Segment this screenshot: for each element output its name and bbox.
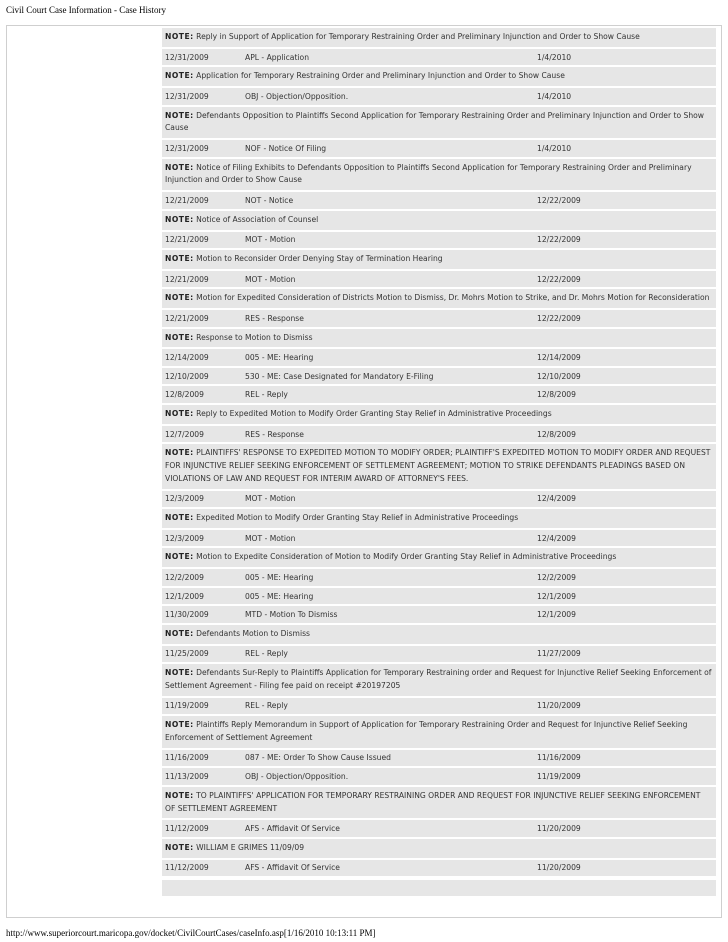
note-cell [162, 664, 716, 696]
table-end-row [162, 880, 716, 896]
entry-date: 12/31/2009 [162, 49, 242, 66]
note-cell [162, 444, 716, 488]
note-label: NOTE: [165, 162, 194, 172]
entry-date: 12/21/2009 [162, 310, 242, 327]
entry-date: 12/2/2009 [162, 569, 242, 586]
note-label: NOTE: [165, 842, 194, 852]
entry-type: MOT - Motion [242, 530, 534, 547]
entry-filed-date: 12/8/2009 [534, 386, 716, 403]
case-history-table-wrapper [162, 26, 716, 896]
note-text: Expedited Motion to Modify Order Granting Stay Relief in Administrative Proceedings [196, 513, 519, 523]
entry-filed-date: 12/22/2009 [534, 310, 716, 327]
note-row [162, 159, 716, 191]
docket-entry-row [162, 530, 716, 547]
docket-entry-row [162, 192, 716, 209]
docket-entry-row [162, 588, 716, 605]
entry-type: MOT - Motion [242, 271, 534, 288]
entry-type: NOF - Notice Of Filing [242, 140, 534, 157]
entry-filed-date: 12/4/2009 [534, 530, 716, 547]
note-cell [162, 839, 716, 858]
entry-filed-date: 12/4/2009 [534, 491, 716, 508]
entry-type: REL - Reply [242, 646, 534, 663]
note-text: Plaintiffs Reply Memorandum in Support of Application for Temporary Restraining Order and Request for Injunctive Relief Seeking Enforcement of Settlement Agreement [165, 720, 688, 742]
entry-type: AFS - Affidavit Of Service [242, 860, 534, 877]
entry-date: 11/12/2009 [162, 860, 242, 877]
entry-type: REL - Reply [242, 386, 534, 403]
note-text: Motion to Reconsider Order Denying Stay of Termination Hearing [196, 254, 443, 264]
entry-date: 12/21/2009 [162, 271, 242, 288]
entry-type: 087 - ME: Order To Show Cause Issued [242, 750, 534, 767]
docket-entry-row [162, 349, 716, 366]
entry-filed-date: 11/20/2009 [534, 860, 716, 877]
note-row [162, 28, 716, 47]
entry-date: 11/25/2009 [162, 646, 242, 663]
note-row [162, 664, 716, 696]
docket-entry-row [162, 698, 716, 715]
note-row [162, 548, 716, 567]
docket-entry-row [162, 386, 716, 403]
note-row [162, 211, 716, 230]
note-label: NOTE: [165, 668, 194, 678]
docket-entry-row [162, 49, 716, 66]
note-label: NOTE: [165, 408, 194, 418]
note-label: NOTE: [165, 214, 194, 224]
entry-type: REL - Reply [242, 698, 534, 715]
entry-date: 12/31/2009 [162, 88, 242, 105]
note-row [162, 289, 716, 308]
docket-entry-row [162, 646, 716, 663]
entry-type: 005 - ME: Hearing [242, 588, 534, 605]
note-label: NOTE: [165, 32, 194, 41]
note-label: NOTE: [165, 71, 194, 81]
page-header-title: Civil Court Case Information - Case History [6, 5, 166, 15]
note-text: PLAINTIFFS' RESPONSE TO EXPEDITED MOTION TO MODIFY ORDER; PLAINTIFF'S EXPEDITED MOTION TO MODIFY ORDER AND REQUEST FOR INJUNCTIVE RELIEF SEEKING ENFORCEMENT OF SETTLEMENT AGREEMENT; MOTION TO STRIKE DEFENDANTS PLEADINGS BASED ON VIOLATIONS OF LAW AND REQUEST FOR INTERIM AWARD OF ATTORNEY'S FEES. [165, 448, 711, 483]
entry-date: 11/16/2009 [162, 750, 242, 767]
entry-date: 11/19/2009 [162, 698, 242, 715]
entry-filed-date: 1/4/2010 [534, 88, 716, 105]
docket-entry-row [162, 271, 716, 288]
note-cell [162, 329, 716, 348]
entry-date: 12/1/2009 [162, 588, 242, 605]
docket-entry-row [162, 820, 716, 837]
entry-type: AFS - Affidavit Of Service [242, 820, 534, 837]
note-row [162, 250, 716, 269]
docket-entry-row [162, 491, 716, 508]
entry-date: 11/12/2009 [162, 820, 242, 837]
note-cell [162, 107, 716, 139]
note-row [162, 787, 716, 819]
note-label: NOTE: [165, 790, 194, 800]
note-cell [162, 548, 716, 567]
entry-date: 12/21/2009 [162, 232, 242, 249]
docket-entry-row [162, 368, 716, 385]
entry-filed-date: 12/1/2009 [534, 588, 716, 605]
docket-entry-row [162, 88, 716, 105]
note-row [162, 716, 716, 748]
entry-type: 005 - ME: Hearing [242, 569, 534, 586]
docket-entry-row [162, 750, 716, 767]
entry-type: 005 - ME: Hearing [242, 349, 534, 366]
entry-date: 12/3/2009 [162, 530, 242, 547]
note-cell [162, 625, 716, 644]
note-text: WILLIAM E GRIMES 11/09/09 [196, 842, 305, 852]
entry-filed-date: 12/2/2009 [534, 569, 716, 586]
entry-filed-date: 12/14/2009 [534, 349, 716, 366]
note-text: Reply in Support of Application for Temporary Restraining Order and Preliminary Injunction and Order to Show Cause [196, 32, 640, 41]
note-row [162, 107, 716, 139]
entry-filed-date: 1/4/2010 [534, 49, 716, 66]
entry-date: 12/14/2009 [162, 349, 242, 366]
note-label: NOTE: [165, 552, 194, 562]
entry-filed-date: 12/22/2009 [534, 271, 716, 288]
note-text: Motion for Expedited Consideration of Districts Motion to Dismiss, Dr. Mohrs Motion to Strike, and Dr. Mohrs Motion for Reconsideration [196, 293, 710, 303]
note-row [162, 839, 716, 858]
entry-date: 11/30/2009 [162, 606, 242, 623]
note-label: NOTE: [165, 628, 194, 638]
note-cell [162, 405, 716, 424]
note-row [162, 625, 716, 644]
entry-date: 11/13/2009 [162, 768, 242, 785]
docket-entry-row [162, 606, 716, 623]
entry-type: RES - Response [242, 310, 534, 327]
note-row [162, 67, 716, 86]
note-text: Defendants Opposition to Plaintiffs Second Application for Temporary Restraining Order and Preliminary Injunction and Order to Show Cause [165, 110, 705, 133]
entry-type: MTD - Motion To Dismiss [242, 606, 534, 623]
entry-date: 12/7/2009 [162, 426, 242, 443]
note-text: Notice of Filing Exhibits to Defendants Opposition to Plaintiffs Second Application for Temporary Restraining Order and Preliminary Injunction and Order to Show Cause [165, 162, 692, 185]
note-label: NOTE: [165, 110, 194, 120]
entry-filed-date: 12/8/2009 [534, 426, 716, 443]
note-text: Application for Temporary Restraining Order and Preliminary Injunction and Order to Show Cause [196, 71, 565, 81]
entry-type: NOT - Notice [242, 192, 534, 209]
note-label: NOTE: [165, 448, 194, 458]
note-text: TO PLAINTIFFS' APPLICATION FOR TEMPORARY RESTRAINING ORDER AND REQUEST FOR INJUNCTIVE RELIEF SEEKING ENFORCEMENT OF SETTLEMENT AGREEMENT [165, 790, 701, 813]
note-row [162, 444, 716, 488]
note-text: Notice of Association of Counsel [196, 214, 319, 224]
entry-type: OBJ - Objection/Opposition. [242, 88, 534, 105]
note-row [162, 509, 716, 528]
note-cell [162, 250, 716, 269]
entry-type: MOT - Motion [242, 232, 534, 249]
entry-date: 12/10/2009 [162, 368, 242, 385]
entry-type: 530 - ME: Case Designated for Mandatory E-Filing [242, 368, 534, 385]
note-cell [162, 211, 716, 230]
docket-entry-row [162, 140, 716, 157]
entry-filed-date: 12/1/2009 [534, 606, 716, 623]
note-text: Defendants Motion to Dismiss [196, 628, 310, 638]
case-history-table [162, 26, 716, 878]
docket-entry-row [162, 860, 716, 877]
entry-filed-date: 11/19/2009 [534, 768, 716, 785]
entry-date: 12/21/2009 [162, 192, 242, 209]
docket-entry-row [162, 768, 716, 785]
entry-filed-date: 12/10/2009 [534, 368, 716, 385]
note-label: NOTE: [165, 254, 194, 264]
note-cell [162, 159, 716, 191]
docket-entry-row [162, 310, 716, 327]
entry-date: 12/3/2009 [162, 491, 242, 508]
entry-type: MOT - Motion [242, 491, 534, 508]
entry-date: 12/8/2009 [162, 386, 242, 403]
entry-filed-date: 11/20/2009 [534, 820, 716, 837]
entry-type: RES - Response [242, 426, 534, 443]
note-cell [162, 787, 716, 819]
entry-filed-date: 11/16/2009 [534, 750, 716, 767]
page-footer-url: http://www.superiorcourt.maricopa.gov/docket/CivilCourtCases/caseInfo.asp[1/16/2010 10:13:11 PM] [6, 928, 376, 938]
entry-filed-date: 11/20/2009 [534, 698, 716, 715]
note-row [162, 329, 716, 348]
entry-filed-date: 12/22/2009 [534, 192, 716, 209]
entry-filed-date: 11/27/2009 [534, 646, 716, 663]
note-label: NOTE: [165, 513, 194, 523]
note-cell [162, 289, 716, 308]
note-cell [162, 28, 716, 47]
entry-date: 12/31/2009 [162, 140, 242, 157]
note-cell [162, 509, 716, 528]
docket-entry-row [162, 232, 716, 249]
note-text: Motion to Expedite Consideration of Motion to Modify Order Granting Stay Relief in Administrative Proceedings [196, 552, 617, 562]
note-text: Defendants Sur-Reply to Plaintiffs Application for Temporary Restraining order and Request for Injunctive Relief Seeking Enforcement of Settlement Agreement - Filing fee paid on receipt #20197205 [165, 668, 712, 690]
entry-type: APL - Application [242, 49, 534, 66]
entry-type: OBJ - Objection/Opposition. [242, 768, 534, 785]
docket-entry-row [162, 426, 716, 443]
note-label: NOTE: [165, 720, 194, 730]
entry-filed-date: 1/4/2010 [534, 140, 716, 157]
note-label: NOTE: [165, 293, 194, 303]
case-history-rows [162, 28, 716, 876]
note-text: Reply to Expedited Motion to Modify Order Granting Stay Relief in Administrative Proceedings [196, 408, 552, 418]
entry-filed-date: 12/22/2009 [534, 232, 716, 249]
note-cell [162, 716, 716, 748]
note-label: NOTE: [165, 332, 194, 342]
note-text: Response to Motion to Dismiss [196, 332, 313, 342]
note-cell [162, 67, 716, 86]
docket-entry-row [162, 569, 716, 586]
note-row [162, 405, 716, 424]
